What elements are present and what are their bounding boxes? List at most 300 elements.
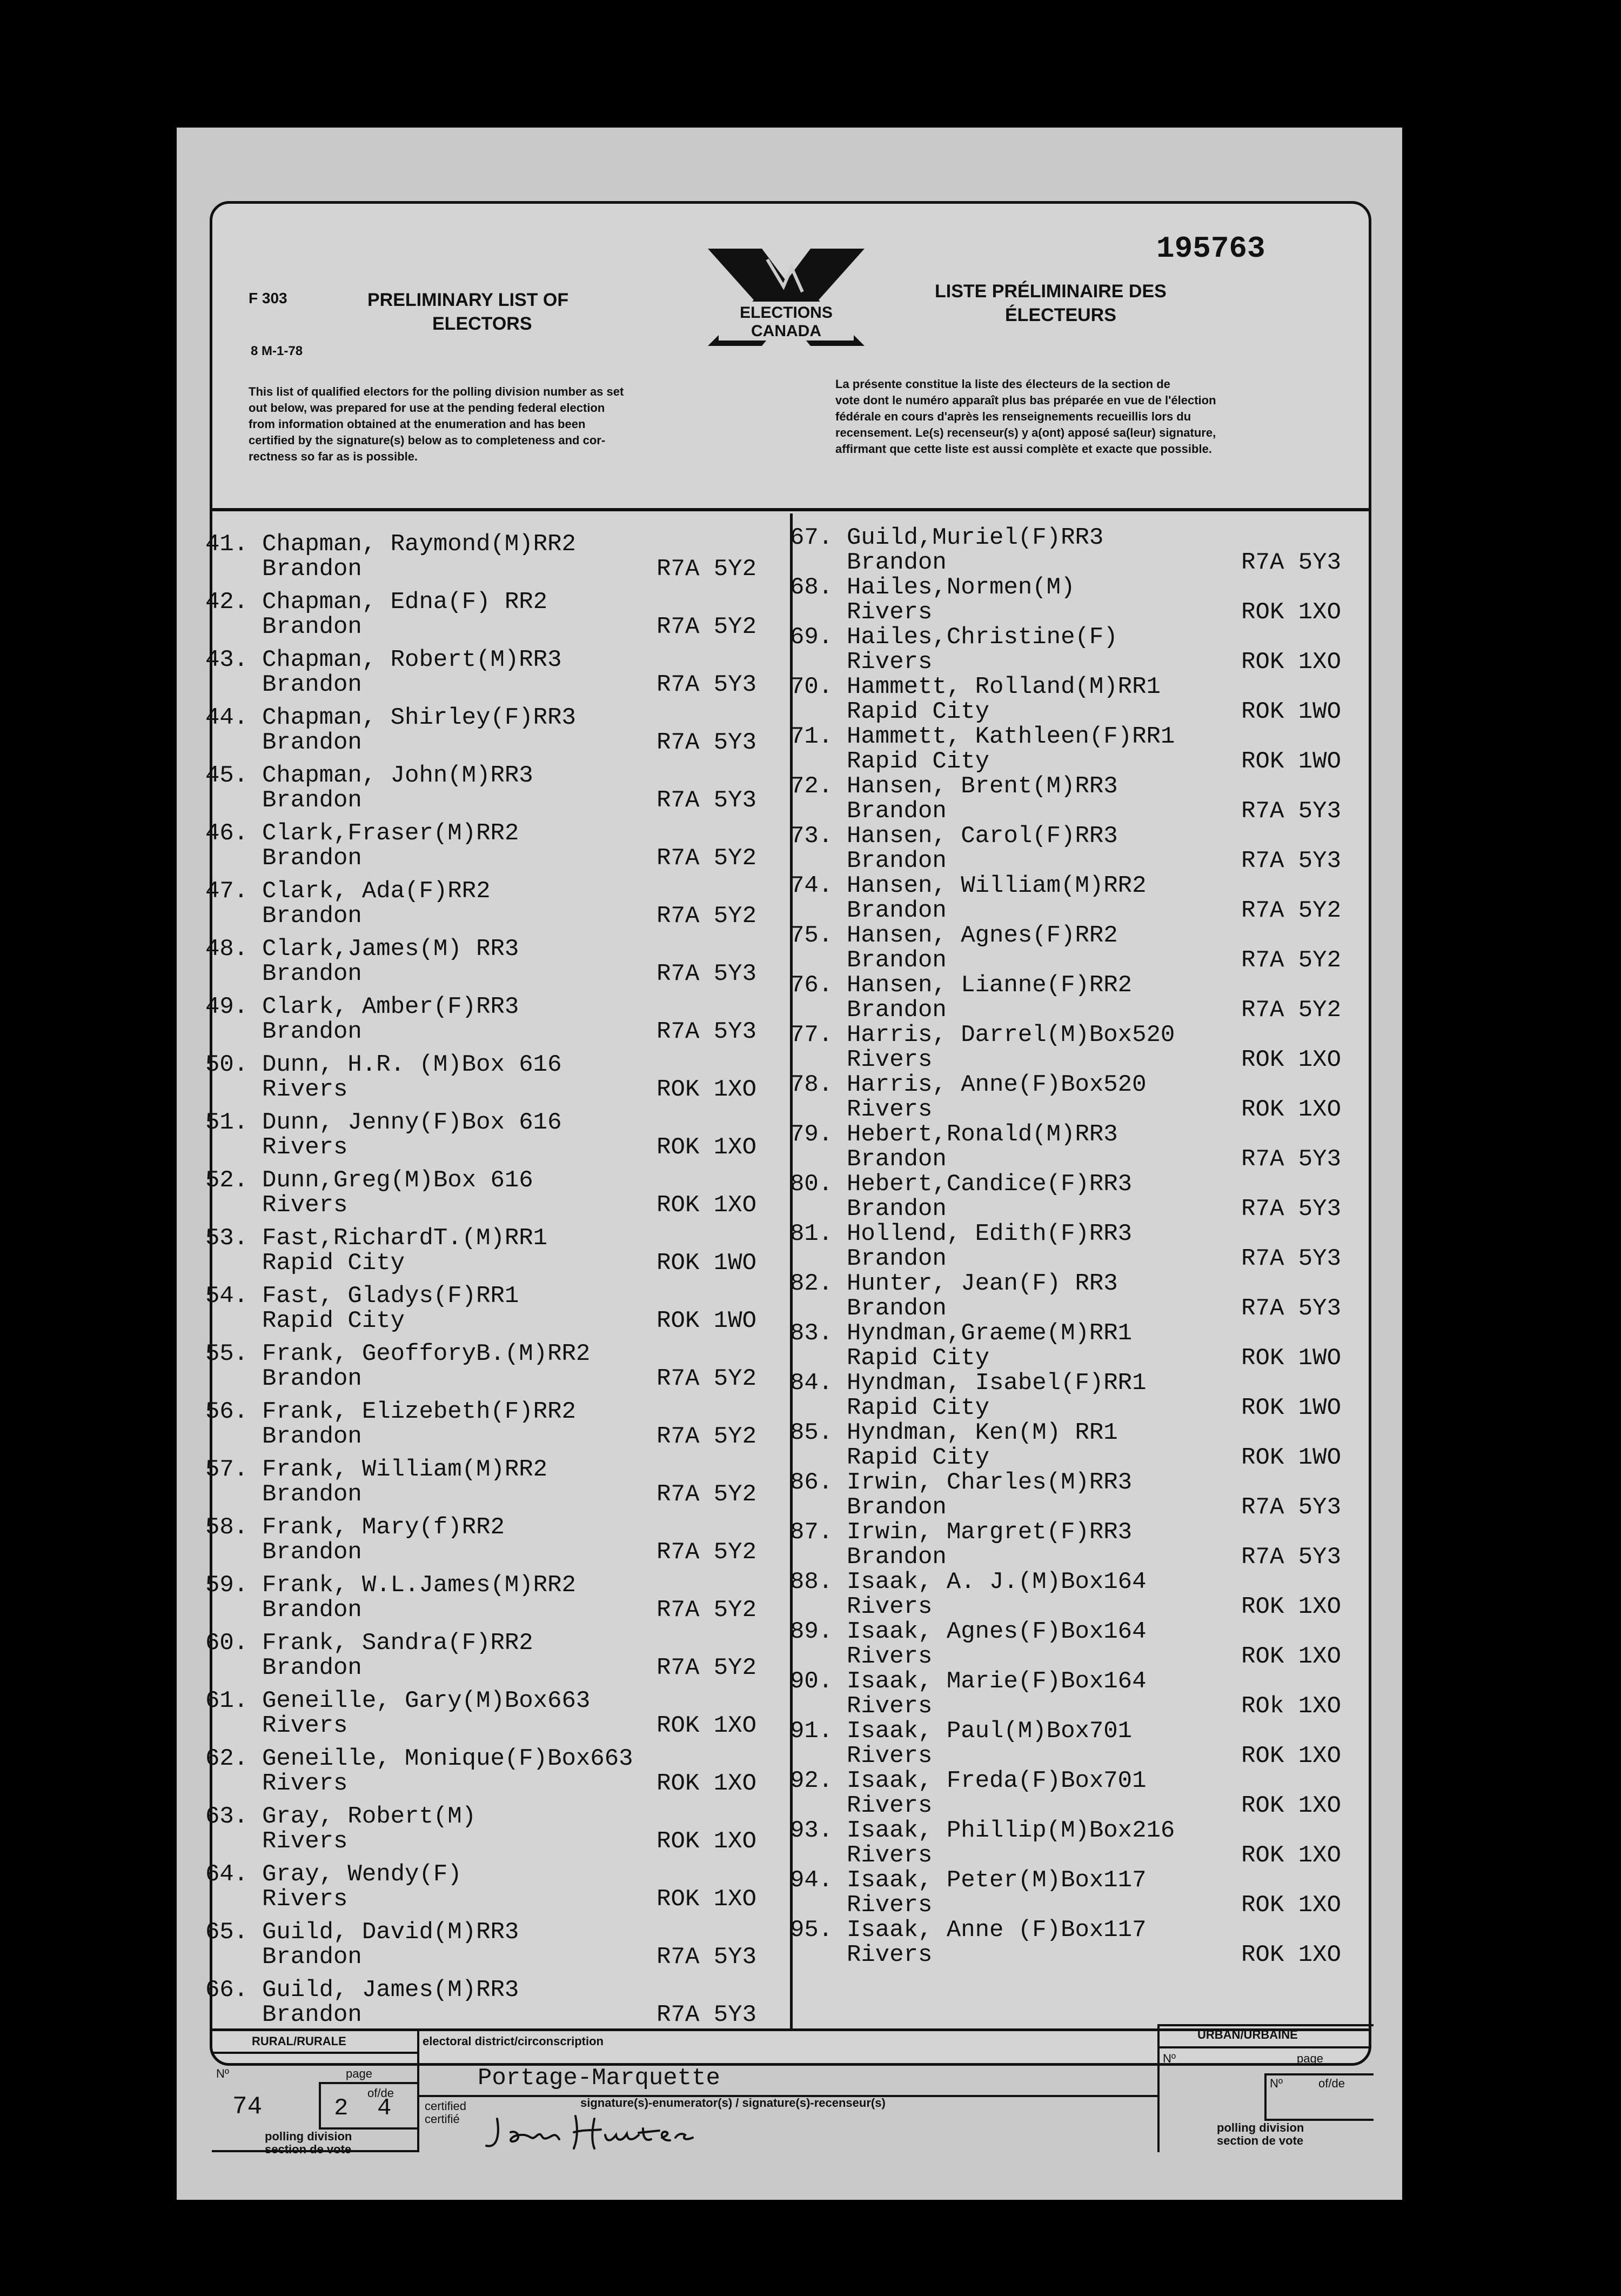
elector-entry	[205, 936, 767, 987]
elector-number: 77.	[790, 1022, 833, 1049]
elector-locality: Brandon	[262, 2001, 362, 2028]
elector-number: 89.	[790, 1618, 833, 1645]
elector-locality: Rivers	[847, 649, 933, 676]
elector-locality: Brandon	[847, 847, 947, 875]
elector-name: Harris, Anne(F)Box520	[847, 1071, 1147, 1098]
elector-entry	[205, 1861, 767, 1912]
elector-entry	[205, 1225, 767, 1276]
rural-grid-line	[212, 2052, 417, 2054]
elector-name: Geneille, Gary(M)Box663	[262, 1687, 591, 1714]
elector-number: 47.	[205, 878, 249, 905]
elector-postal-code: ROK 1WO	[657, 1250, 756, 1277]
elector-postal-code: ROK 1XO	[1241, 1593, 1341, 1620]
elector-entry	[790, 1071, 1352, 1123]
elector-postal-code: R7A 5Y3	[657, 1018, 756, 1045]
elector-postal-code: ROK 1XO	[1241, 1941, 1341, 1968]
elector-number: 78.	[790, 1071, 833, 1098]
urban-section-label: section de vote	[1217, 2134, 1304, 2147]
rural-of-label: of/de	[367, 2086, 394, 2100]
elector-name: Hailes,Christine(F)	[847, 624, 1118, 651]
elector-postal-code: R7A 5Y3	[1241, 1146, 1341, 1173]
elector-entry	[205, 589, 767, 640]
elector-number: 76.	[790, 972, 833, 999]
elector-number: 68.	[790, 574, 833, 601]
elector-number: 67.	[790, 524, 833, 551]
elector-name: Isaak, Freda(F)Box701	[847, 1767, 1147, 1794]
elector-number: 92.	[790, 1767, 833, 1794]
elector-number: 84.	[790, 1370, 833, 1397]
elector-entry	[205, 1514, 767, 1565]
title-english-line2: ELECTORS	[432, 313, 532, 334]
elector-name: Chapman, John(M)RR3	[262, 762, 533, 789]
elector-name: Isaak, Peter(M)Box117	[847, 1867, 1147, 1894]
elector-name: Clark,James(M) RR3	[262, 936, 519, 963]
elector-number: 41.	[205, 531, 249, 558]
elector-name: Guild, David(M)RR3	[262, 1919, 519, 1946]
elector-number: 90.	[790, 1668, 833, 1695]
elector-locality: Brandon	[262, 787, 362, 814]
elector-number: 48.	[205, 936, 249, 963]
elector-name: Dunn, H.R. (M)Box 616	[262, 1051, 562, 1078]
elector-name: Clark,Fraser(M)RR2	[262, 820, 519, 847]
elector-number: 72.	[790, 773, 833, 800]
elector-name: Chapman, Edna(F) RR2	[262, 589, 548, 616]
elector-name: Hyndman, Ken(M) RR1	[847, 1419, 1118, 1446]
elector-number: 49.	[205, 993, 249, 1020]
elector-name: Hammett, Rolland(M)RR1	[847, 673, 1161, 700]
elector-postal-code: R7A 5Y3	[657, 960, 756, 987]
elector-number: 86.	[790, 1469, 833, 1496]
elector-name: Frank, GeofforyB.(M)RR2	[262, 1340, 591, 1367]
elector-number: 50.	[205, 1051, 249, 1078]
elector-locality: Rivers	[262, 1770, 348, 1797]
elector-number: 61.	[205, 1687, 249, 1714]
elector-locality: Brandon	[262, 613, 362, 640]
elector-locality: Brandon	[262, 1654, 362, 1681]
elector-name: Isaak, A. J.(M)Box164	[847, 1569, 1147, 1596]
elector-postal-code: R7A 5Y3	[1241, 1196, 1341, 1223]
polling-division-number: 74	[232, 2093, 263, 2121]
elector-postal-code: R7A 5Y3	[1241, 1494, 1341, 1521]
elector-number: 85.	[790, 1419, 833, 1446]
elector-postal-code: ROK 1WO	[1241, 1444, 1341, 1471]
elector-name: Dunn,Greg(M)Box 616	[262, 1167, 533, 1194]
elector-name: Hansen, Brent(M)RR3	[847, 773, 1118, 800]
elector-number: 62.	[205, 1745, 249, 1772]
elector-postal-code: R7A 5Y2	[657, 1539, 756, 1566]
elector-entry	[790, 1618, 1352, 1670]
elector-number: 75.	[790, 922, 833, 949]
elector-name: Fast, Gladys(F)RR1	[262, 1283, 519, 1310]
elector-entry	[790, 1419, 1352, 1471]
elector-entry	[790, 1171, 1352, 1222]
elector-locality: Brandon	[847, 1544, 947, 1571]
elector-entry	[790, 1569, 1352, 1620]
elector-postal-code: R7A 5Y2	[657, 1481, 756, 1508]
elector-entry	[790, 1220, 1352, 1272]
elector-number: 57.	[205, 1456, 249, 1483]
elector-number: 66.	[205, 1977, 249, 2004]
elector-locality: Brandon	[262, 903, 362, 930]
elector-name: Hyndman,Graeme(M)RR1	[847, 1320, 1133, 1347]
elector-name: Geneille, Monique(F)Box663	[262, 1745, 633, 1772]
logo-text-canada: CANADA	[751, 322, 821, 340]
elector-number: 45.	[205, 762, 249, 789]
certifie-label: certifié	[425, 2112, 460, 2126]
elector-postal-code: ROK 1XO	[1241, 1096, 1341, 1123]
header-divider	[210, 508, 1371, 511]
elector-name: Clark, Ada(F)RR2	[262, 878, 491, 905]
elector-postal-code: ROK 1XO	[1241, 1842, 1341, 1869]
elector-postal-code: ROK 1WO	[1241, 698, 1341, 725]
elector-entry	[205, 1687, 767, 1739]
elector-locality: Brandon	[262, 1018, 362, 1045]
elector-postal-code: ROK 1XO	[1241, 1792, 1341, 1819]
elector-name: Chapman, Raymond(M)RR2	[262, 531, 576, 558]
elector-name: Hansen, Carol(F)RR3	[847, 823, 1118, 850]
elector-number: 59.	[205, 1572, 249, 1599]
urban-no-label: Nº	[1163, 2052, 1176, 2065]
elector-locality: Rivers	[262, 1076, 348, 1103]
elector-number: 46.	[205, 820, 249, 847]
elector-postal-code: R7A 5Y2	[1241, 947, 1341, 974]
elector-number: 74.	[790, 872, 833, 899]
elector-name: Isaak, Phillip(M)Box216	[847, 1817, 1175, 1844]
elector-postal-code: R7A 5Y2	[657, 1365, 756, 1392]
elector-locality: Rivers	[262, 1828, 348, 1855]
elector-locality: Rivers	[262, 1712, 348, 1739]
elector-postal-code: ROK 1XO	[1241, 599, 1341, 626]
electors-right-column	[790, 524, 1352, 2032]
elector-number: 44.	[205, 704, 249, 731]
elector-entry	[205, 1803, 767, 1854]
elector-postal-code: ROK 1XO	[657, 1192, 756, 1219]
elector-locality: Brandon	[262, 1597, 362, 1624]
logo-text-elections: ELECTIONS	[740, 304, 833, 322]
elector-entry	[790, 723, 1352, 775]
elector-locality: Rivers	[847, 1693, 933, 1720]
elector-number: 60.	[205, 1630, 249, 1657]
urban-page-label: page	[1297, 2052, 1323, 2065]
elector-name: Frank, Sandra(F)RR2	[262, 1630, 533, 1657]
elector-postal-code: ROk 1XO	[1241, 1693, 1341, 1720]
elector-name: Irwin, Charles(M)RR3	[847, 1469, 1133, 1496]
elector-postal-code: ROK 1XO	[657, 1770, 756, 1797]
elector-entry	[205, 1572, 767, 1623]
elector-number: 95.	[790, 1917, 833, 1944]
elector-number: 69.	[790, 624, 833, 651]
elector-entry	[790, 1917, 1352, 1968]
elector-postal-code: R7A 5Y2	[1241, 897, 1341, 924]
elector-locality: Rivers	[847, 1096, 933, 1123]
elector-number: 87.	[790, 1519, 833, 1546]
elector-name: Hebert,Ronald(M)RR3	[847, 1121, 1118, 1148]
elector-locality: Rivers	[847, 1643, 933, 1670]
electors-left-column	[205, 524, 767, 2032]
page-of-total: 4	[377, 2095, 392, 2122]
elector-number: 43.	[205, 646, 249, 673]
elector-name: Gray, Wendy(F)	[262, 1861, 462, 1888]
district-name: Portage-Marquette	[478, 2065, 720, 2092]
elector-number: 63.	[205, 1803, 249, 1830]
elector-postal-code: R7A 5Y3	[1241, 1295, 1341, 1322]
elector-locality: Rapid City	[847, 1345, 990, 1372]
elector-entry	[205, 531, 767, 582]
elector-name: Frank, W.L.James(M)RR2	[262, 1572, 576, 1599]
intro-english: This list of qualified electors for the polling division number as set out below, was prepared for use at the pending federal election from information obtained at the enumeration and has been certified by the signature(s) below as to completeness and cor- rectness so far as is possible.	[249, 385, 624, 463]
elector-locality: Rapid City	[262, 1250, 405, 1277]
polling-division-label: polling division	[265, 2130, 352, 2143]
elector-number: 53.	[205, 1225, 249, 1252]
page-number: 2	[334, 2095, 349, 2122]
elector-number: 70.	[790, 673, 833, 700]
elector-number: 64.	[205, 1861, 249, 1888]
elector-name: Frank, William(M)RR2	[262, 1456, 548, 1483]
elector-name: Isaak, Agnes(F)Box164	[847, 1618, 1147, 1645]
elector-entry	[790, 673, 1352, 725]
elector-locality: Rivers	[847, 1743, 933, 1770]
elector-entry	[205, 1919, 767, 1970]
elector-locality: Brandon	[847, 798, 947, 825]
elector-locality: Brandon	[262, 1481, 362, 1508]
elector-entry	[205, 1398, 767, 1450]
elector-locality: Brandon	[262, 1944, 362, 1971]
elector-entry	[790, 1469, 1352, 1520]
elector-name: Guild, James(M)RR3	[262, 1977, 519, 2004]
elector-name: Gray, Robert(M)	[262, 1803, 477, 1830]
elector-entry	[205, 1283, 767, 1334]
elector-postal-code: ROK 1XO	[1241, 649, 1341, 676]
elector-entry	[790, 1668, 1352, 1719]
elector-name: Isaak, Marie(F)Box164	[847, 1668, 1147, 1695]
elector-postal-code: R7A 5Y3	[657, 671, 756, 698]
elector-number: 88.	[790, 1569, 833, 1596]
elector-postal-code: R7A 5Y2	[657, 1597, 756, 1624]
elector-locality: Brandon	[262, 556, 362, 583]
elector-name: Clark, Amber(F)RR3	[262, 993, 519, 1020]
elector-locality: Brandon	[847, 1494, 947, 1521]
elector-number: 79.	[790, 1121, 833, 1148]
elector-number: 93.	[790, 1817, 833, 1844]
elector-number: 42.	[205, 589, 249, 616]
elector-name: Chapman, Robert(M)RR3	[262, 646, 562, 673]
elector-number: 65.	[205, 1919, 249, 1946]
elector-entry	[790, 524, 1352, 576]
elector-number: 52.	[205, 1167, 249, 1194]
elector-entry	[205, 1167, 767, 1218]
elector-locality: Rivers	[847, 1892, 933, 1919]
certified-label: certified	[425, 2099, 467, 2113]
rural-no-label: Nº	[216, 2067, 229, 2080]
elector-name: Frank, Elizebeth(F)RR2	[262, 1398, 576, 1425]
elector-postal-code: R7A 5Y2	[657, 1423, 756, 1450]
signature-label: signature(s)-enumerator(s) / signature(s)-recenseur(s)	[580, 2096, 886, 2110]
elector-postal-code: R7A 5Y2	[657, 1654, 756, 1681]
elector-name: Hollend, Edith(F)RR3	[847, 1220, 1133, 1247]
elector-entry	[205, 1109, 767, 1160]
elector-locality: Brandon	[847, 897, 947, 924]
elector-entry	[790, 1867, 1352, 1918]
elector-name: Hyndman, Isabel(F)RR1	[847, 1370, 1147, 1397]
elector-entry	[790, 1817, 1352, 1868]
elector-number: 58.	[205, 1514, 249, 1541]
elector-locality: Brandon	[262, 960, 362, 987]
elector-name: Dunn, Jenny(F)Box 616	[262, 1109, 562, 1136]
elector-locality: Rivers	[847, 1046, 933, 1073]
elector-entry	[205, 1630, 767, 1681]
elector-entry	[790, 1022, 1352, 1073]
elector-number: 56.	[205, 1398, 249, 1425]
elector-entry	[790, 624, 1352, 675]
elector-name: Hailes,Normen(M)	[847, 574, 1075, 601]
elector-locality: Rivers	[847, 1593, 933, 1620]
elector-locality: Rivers	[262, 1886, 348, 1913]
elector-number: 54.	[205, 1283, 249, 1310]
elector-entry	[205, 1340, 767, 1392]
elector-locality: Rapid City	[262, 1307, 405, 1334]
elector-locality: Brandon	[262, 1539, 362, 1566]
elector-entry	[205, 762, 767, 813]
elector-postal-code: ROK 1WO	[1241, 1394, 1341, 1421]
elector-locality: Rapid City	[847, 1444, 990, 1471]
elector-postal-code: ROK 1WO	[1241, 1345, 1341, 1372]
elector-name: Harris, Darrel(M)Box520	[847, 1022, 1175, 1049]
elector-entry	[790, 1270, 1352, 1321]
elector-locality: Brandon	[847, 997, 947, 1024]
elector-locality: Rivers	[847, 1842, 933, 1869]
elector-postal-code: R7A 5Y2	[1241, 997, 1341, 1024]
urban-label: URBAN/URBAINE	[1197, 2028, 1298, 2041]
district-label: electoral district/circonscription	[423, 2034, 604, 2048]
elector-entry	[205, 1051, 767, 1103]
elector-locality: Rapid City	[847, 748, 990, 775]
elector-locality: Brandon	[262, 1365, 362, 1392]
elector-locality: Rivers	[847, 1792, 933, 1819]
elector-entry	[205, 1745, 767, 1797]
elector-locality: Brandon	[262, 729, 362, 756]
elector-locality: Rapid City	[847, 698, 990, 725]
elector-postal-code: R7A 5Y3	[657, 1944, 756, 1971]
elector-locality: Brandon	[847, 549, 947, 576]
elector-postal-code: ROK 1XO	[657, 1134, 756, 1161]
elector-number: 51.	[205, 1109, 249, 1136]
elector-entry	[205, 646, 767, 698]
elector-name: Hansen, William(M)RR2	[847, 872, 1147, 899]
elector-locality: Brandon	[262, 671, 362, 698]
elector-name: Hansen, Agnes(F)RR2	[847, 922, 1118, 949]
urban-no-label-2: Nº	[1270, 2077, 1283, 2090]
elector-postal-code: ROK 1XO	[657, 1886, 756, 1913]
elector-postal-code: R7A 5Y3	[1241, 1245, 1341, 1272]
form-date: 8 M-1-78	[251, 344, 303, 358]
elector-name: Fast,RichardT.(M)RR1	[262, 1225, 548, 1252]
serial-number: 195763	[1156, 231, 1265, 266]
elector-postal-code: R7A 5Y2	[657, 556, 756, 583]
elector-locality: Brandon	[262, 845, 362, 872]
elector-postal-code: R7A 5Y3	[1241, 798, 1341, 825]
title-french-line2: ÉLECTEURS	[1005, 305, 1116, 325]
elector-number: 80.	[790, 1171, 833, 1198]
elector-postal-code: ROK 1XO	[657, 1828, 756, 1855]
elector-postal-code: R7A 5Y3	[1241, 1544, 1341, 1571]
elector-postal-code: ROK 1XO	[1241, 1643, 1341, 1670]
elector-postal-code: R7A 5Y3	[657, 787, 756, 814]
elector-postal-code: ROK 1XO	[1241, 1046, 1341, 1073]
elector-entry	[790, 1320, 1352, 1371]
elector-locality: Rivers	[847, 1941, 933, 1968]
elector-number: 94.	[790, 1867, 833, 1894]
elector-postal-code: R7A 5Y2	[657, 903, 756, 930]
elector-number: 91.	[790, 1718, 833, 1745]
elector-entry	[205, 1456, 767, 1507]
elector-entry	[790, 1767, 1352, 1819]
elector-number: 55.	[205, 1340, 249, 1367]
elector-locality: Brandon	[262, 1423, 362, 1450]
enumerator-signature	[481, 2108, 740, 2157]
elections-canada-logo	[702, 238, 870, 346]
elector-name: Chapman, Shirley(F)RR3	[262, 704, 576, 731]
elector-locality: Rivers	[262, 1134, 348, 1161]
elector-entry	[790, 872, 1352, 924]
elector-name: Frank, Mary(f)RR2	[262, 1514, 505, 1541]
elector-name: Isaak, Paul(M)Box701	[847, 1718, 1133, 1745]
elector-entry	[205, 993, 767, 1045]
elector-name: Hebert,Candice(F)RR3	[847, 1171, 1133, 1198]
elector-entry	[790, 972, 1352, 1023]
elector-entry	[790, 574, 1352, 625]
elector-entry	[205, 704, 767, 756]
title-french-line1: LISTE PRÉLIMINAIRE DES	[935, 281, 1167, 302]
elector-entry	[790, 1718, 1352, 1769]
elector-postal-code: ROK 1XO	[1241, 1743, 1341, 1770]
urban-polling-label: polling division	[1217, 2121, 1304, 2134]
elector-postal-code: ROK 1WO	[1241, 748, 1341, 775]
elector-number: 73.	[790, 823, 833, 850]
elector-locality: Rapid City	[847, 1394, 990, 1421]
elector-name: Hunter, Jean(F) RR3	[847, 1270, 1118, 1297]
section-de-vote-label: section de vote	[265, 2143, 352, 2156]
elector-postal-code: R7A 5Y3	[1241, 847, 1341, 875]
elector-postal-code: R7A 5Y3	[657, 729, 756, 756]
urban-grid-line	[1157, 2046, 1371, 2048]
elector-number: 82.	[790, 1270, 833, 1297]
elector-postal-code: ROK 1XO	[1241, 1892, 1341, 1919]
elector-locality: Rivers	[262, 1192, 348, 1219]
elector-postal-code: R7A 5Y3	[657, 2001, 756, 2028]
elector-name: Guild,Muriel(F)RR3	[847, 524, 1104, 551]
elector-locality: Brandon	[847, 1295, 947, 1322]
elector-postal-code: R7A 5Y2	[657, 613, 756, 640]
elector-number: 81.	[790, 1220, 833, 1247]
rural-label: RURAL/RURALE	[252, 2034, 346, 2048]
title-english-line1: PRELIMINARY LIST OF	[367, 290, 569, 310]
elector-entry	[790, 773, 1352, 824]
form-number: F 303	[249, 290, 287, 306]
elector-locality: Brandon	[847, 1245, 947, 1272]
elector-entry	[790, 823, 1352, 874]
elector-locality: Rivers	[847, 599, 933, 626]
elector-entry	[790, 1370, 1352, 1421]
elector-entry	[205, 820, 767, 871]
rural-page-label: page	[346, 2067, 372, 2080]
elector-name: Irwin, Margret(F)RR3	[847, 1519, 1133, 1546]
urban-of-label: of/de	[1318, 2077, 1345, 2090]
elector-postal-code: ROK 1XO	[657, 1076, 756, 1103]
elector-entry	[790, 1121, 1352, 1172]
elector-locality: Brandon	[847, 947, 947, 974]
elector-locality: Brandon	[847, 1196, 947, 1223]
elector-name: Hammett, Kathleen(F)RR1	[847, 723, 1175, 750]
